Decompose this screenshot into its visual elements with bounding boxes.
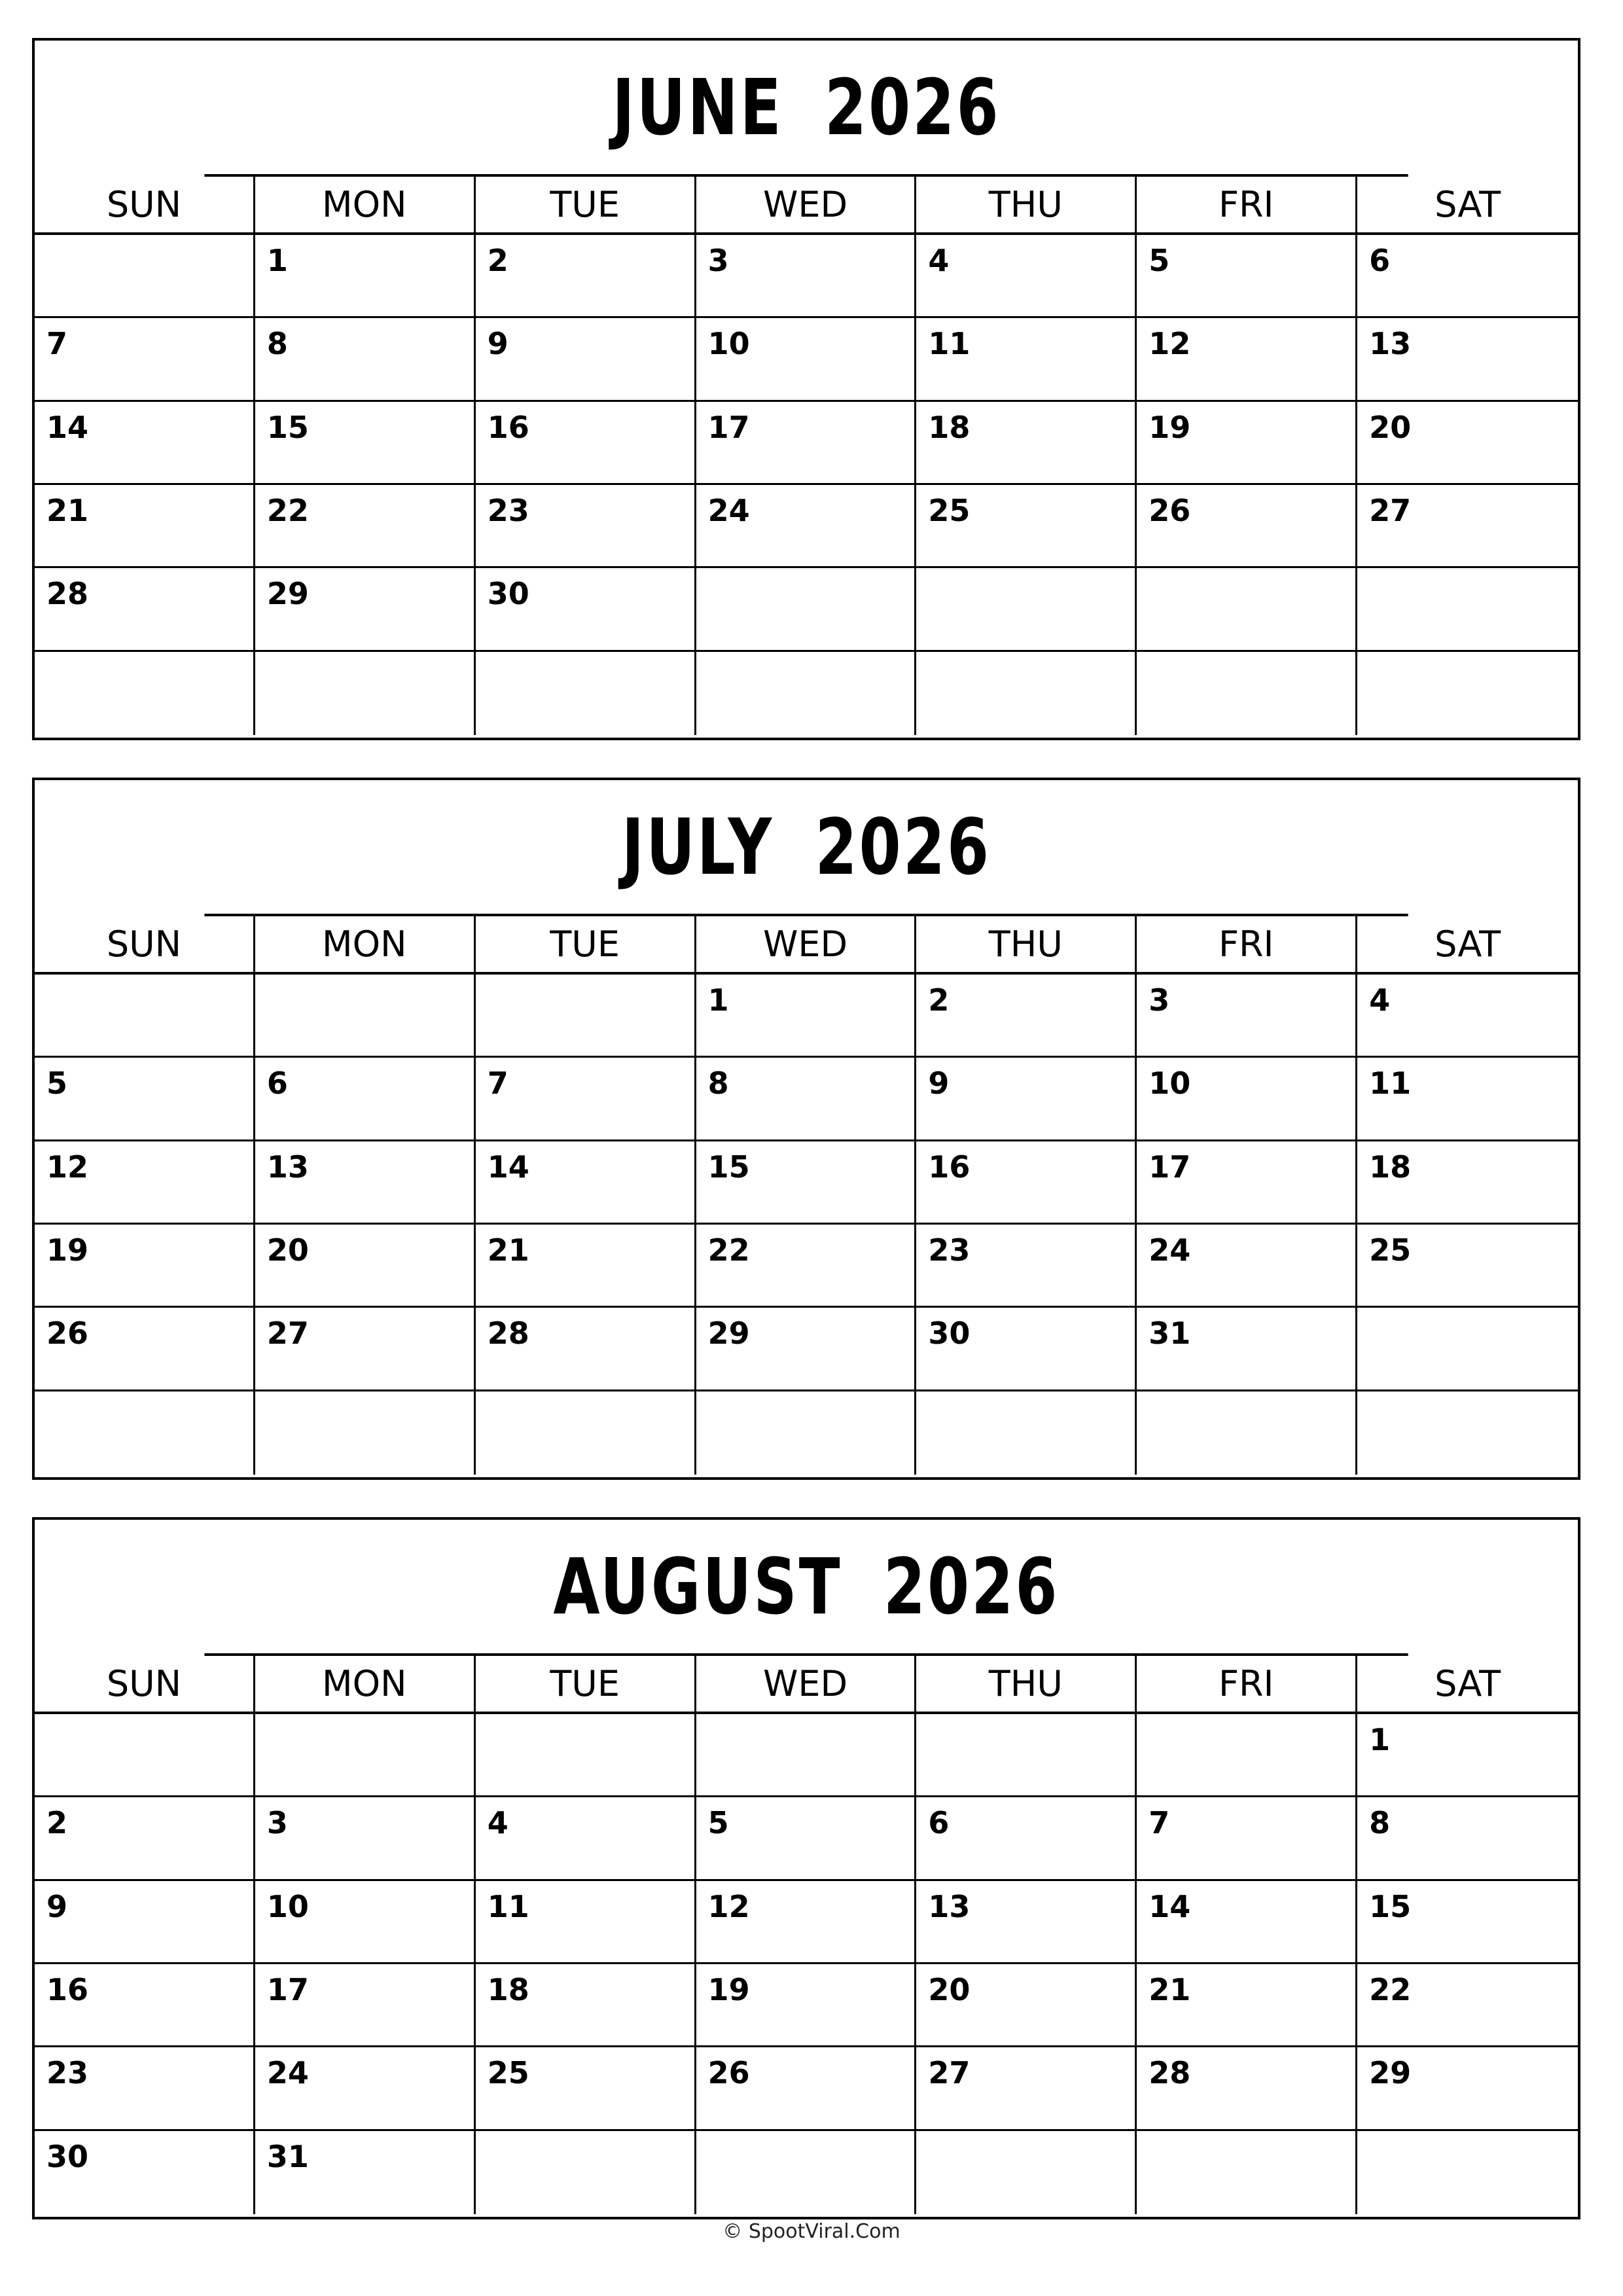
month-calendar-august (32, 1517, 1580, 2219)
day-cell: 11 (1357, 1058, 1578, 1141)
day-cell: 12 (1137, 318, 1357, 401)
day-cell: 8 (1357, 1797, 1578, 1880)
month-title: JUNE 2026 (204, 41, 1408, 177)
day-cell: 3 (255, 1797, 476, 1880)
day-cell: 20 (916, 1964, 1137, 2047)
month-calendar-july (32, 778, 1580, 1480)
weekday-header-row (35, 1656, 1578, 1714)
day-cell: 23 (916, 1225, 1137, 1308)
day-cell: 7 (476, 1058, 696, 1141)
day-cell: 19 (696, 1964, 917, 2047)
weekday-label: WED (696, 177, 917, 232)
day-cell (696, 1714, 917, 1797)
weekday-header-row (35, 916, 1578, 975)
day-cell: 16 (35, 1964, 255, 2047)
day-cell (1357, 568, 1578, 651)
day-cell: 13 (1357, 318, 1578, 401)
day-cell: 24 (255, 2047, 476, 2130)
weekday-label: SUN (35, 916, 255, 972)
day-cell: 27 (255, 1308, 476, 1391)
day-cell: 21 (1137, 1964, 1357, 2047)
day-cell: 6 (916, 1797, 1137, 1880)
day-cell: 2 (476, 235, 696, 318)
weekday-label: FRI (1137, 916, 1357, 972)
day-cell: 2 (916, 975, 1137, 1058)
day-cell: 23 (35, 2047, 255, 2130)
day-cell (476, 652, 696, 735)
day-cell: 26 (696, 2047, 917, 2130)
day-cell: 5 (35, 1058, 255, 1141)
weekday-label: WED (696, 1656, 917, 1712)
weekday-label: MON (255, 177, 476, 232)
day-grid (35, 235, 1578, 735)
day-cell (1357, 2131, 1578, 2214)
day-cell: 22 (696, 1225, 917, 1308)
day-cell: 21 (476, 1225, 696, 1308)
day-cell: 4 (916, 235, 1137, 318)
day-cell: 28 (476, 1308, 696, 1391)
day-cell: 27 (1357, 485, 1578, 568)
day-grid (35, 1714, 1578, 2214)
day-cell: 15 (255, 402, 476, 485)
day-cell: 14 (476, 1141, 696, 1225)
day-cell: 10 (255, 1881, 476, 1964)
day-cell (1137, 1391, 1357, 1475)
weekday-label: MON (255, 1656, 476, 1712)
day-cell: 21 (35, 485, 255, 568)
day-cell: 7 (35, 318, 255, 401)
weekday-label: THU (916, 177, 1137, 232)
day-cell: 18 (1357, 1141, 1578, 1225)
day-grid (35, 975, 1578, 1475)
day-cell: 4 (1357, 975, 1578, 1058)
day-cell (476, 975, 696, 1058)
day-cell (476, 2131, 696, 2214)
day-cell: 3 (696, 235, 917, 318)
day-cell: 30 (476, 568, 696, 651)
day-cell (35, 652, 255, 735)
day-cell (35, 975, 255, 1058)
day-cell: 28 (1137, 2047, 1357, 2130)
day-cell: 29 (1357, 2047, 1578, 2130)
day-cell: 5 (1137, 235, 1357, 318)
day-cell (916, 568, 1137, 651)
day-cell: 1 (1357, 1714, 1578, 1797)
day-cell: 8 (255, 318, 476, 401)
day-cell (916, 1714, 1137, 1797)
day-cell: 18 (916, 402, 1137, 485)
day-cell: 5 (696, 1797, 917, 1880)
weekday-label: TUE (476, 177, 696, 232)
day-cell: 24 (1137, 1225, 1357, 1308)
day-cell (916, 1391, 1137, 1475)
day-cell: 12 (35, 1141, 255, 1225)
day-cell (1137, 2131, 1357, 2214)
day-cell: 3 (1137, 975, 1357, 1058)
weekday-header-row (35, 177, 1578, 235)
day-cell: 10 (1137, 1058, 1357, 1141)
day-cell: 25 (476, 2047, 696, 2130)
month-title: AUGUST 2026 (204, 1520, 1408, 1656)
weekday-label: TUE (476, 1656, 696, 1712)
day-cell: 2 (35, 1797, 255, 1880)
day-cell (255, 1714, 476, 1797)
weekday-label: SAT (1435, 924, 1501, 965)
day-cell: 20 (1357, 402, 1578, 485)
day-cell: 16 (916, 1141, 1137, 1225)
day-cell: 26 (1137, 485, 1357, 568)
day-cell: 19 (35, 1225, 255, 1308)
day-cell: 20 (255, 1225, 476, 1308)
day-cell (35, 1391, 255, 1475)
day-cell: 23 (476, 485, 696, 568)
day-cell: 14 (35, 402, 255, 485)
day-cell (696, 652, 917, 735)
day-cell: 9 (476, 318, 696, 401)
day-cell (476, 1714, 696, 1797)
day-cell (1137, 1714, 1357, 1797)
day-cell (1357, 1391, 1578, 1475)
day-cell: 15 (696, 1141, 917, 1225)
day-cell: 31 (1137, 1308, 1357, 1391)
weekday-label: SUN (35, 1656, 255, 1712)
day-cell (1357, 1308, 1578, 1391)
day-cell: 17 (255, 1964, 476, 2047)
day-cell: 9 (35, 1881, 255, 1964)
day-cell (255, 652, 476, 735)
day-cell (696, 2131, 917, 2214)
day-cell: 28 (35, 568, 255, 651)
day-cell: 9 (916, 1058, 1137, 1141)
day-cell: 10 (696, 318, 917, 401)
weekday-label: FRI (1137, 177, 1357, 232)
day-cell (696, 568, 917, 651)
weekday-label: THU (916, 1656, 1137, 1712)
day-cell (1357, 652, 1578, 735)
day-cell: 14 (1137, 1881, 1357, 1964)
day-cell: 11 (476, 1881, 696, 1964)
day-cell (476, 1391, 696, 1475)
day-cell (916, 2131, 1137, 2214)
day-cell: 6 (255, 1058, 476, 1141)
day-cell: 19 (1137, 402, 1357, 485)
day-cell: 30 (916, 1308, 1137, 1391)
day-cell: 11 (916, 318, 1137, 401)
day-cell: 16 (476, 402, 696, 485)
day-cell: 22 (255, 485, 476, 568)
day-cell: 15 (1357, 1881, 1578, 1964)
day-cell: 1 (255, 235, 476, 318)
day-cell (255, 1391, 476, 1475)
day-cell (1137, 568, 1357, 651)
day-cell: 17 (1137, 1141, 1357, 1225)
weekday-label: TUE (476, 916, 696, 972)
weekday-label: MON (255, 916, 476, 972)
day-cell: 6 (1357, 235, 1578, 318)
weekday-label: THU (916, 916, 1137, 972)
month-calendar-june (32, 38, 1580, 740)
day-cell: 4 (476, 1797, 696, 1880)
day-cell (1137, 652, 1357, 735)
day-cell: 29 (255, 568, 476, 651)
day-cell: 7 (1137, 1797, 1357, 1880)
day-cell (696, 1391, 917, 1475)
day-cell: 29 (696, 1308, 917, 1391)
day-cell: 18 (476, 1964, 696, 2047)
day-cell (35, 1714, 255, 1797)
weekday-label: SAT (1435, 1663, 1501, 1704)
day-cell: 13 (255, 1141, 476, 1225)
day-cell: 22 (1357, 1964, 1578, 2047)
day-cell: 27 (916, 2047, 1137, 2130)
day-cell (916, 652, 1137, 735)
weekday-label: SAT (1435, 184, 1501, 225)
day-cell: 26 (35, 1308, 255, 1391)
day-cell: 1 (696, 975, 917, 1058)
day-cell: 17 (696, 402, 917, 485)
day-cell: 8 (696, 1058, 917, 1141)
day-cell (255, 975, 476, 1058)
day-cell: 25 (1357, 1225, 1578, 1308)
day-cell: 12 (696, 1881, 917, 1964)
copyright-footer: © SpootViral.Com (722, 2220, 901, 2243)
day-cell: 25 (916, 485, 1137, 568)
weekday-label: FRI (1137, 1656, 1357, 1712)
day-cell: 24 (696, 485, 917, 568)
month-title: JULY 2026 (204, 780, 1408, 916)
day-cell: 13 (916, 1881, 1137, 1964)
weekday-label: SUN (35, 177, 255, 232)
day-cell: 30 (35, 2131, 255, 2214)
day-cell: 31 (255, 2131, 476, 2214)
weekday-label: WED (696, 916, 917, 972)
day-cell (35, 235, 255, 318)
